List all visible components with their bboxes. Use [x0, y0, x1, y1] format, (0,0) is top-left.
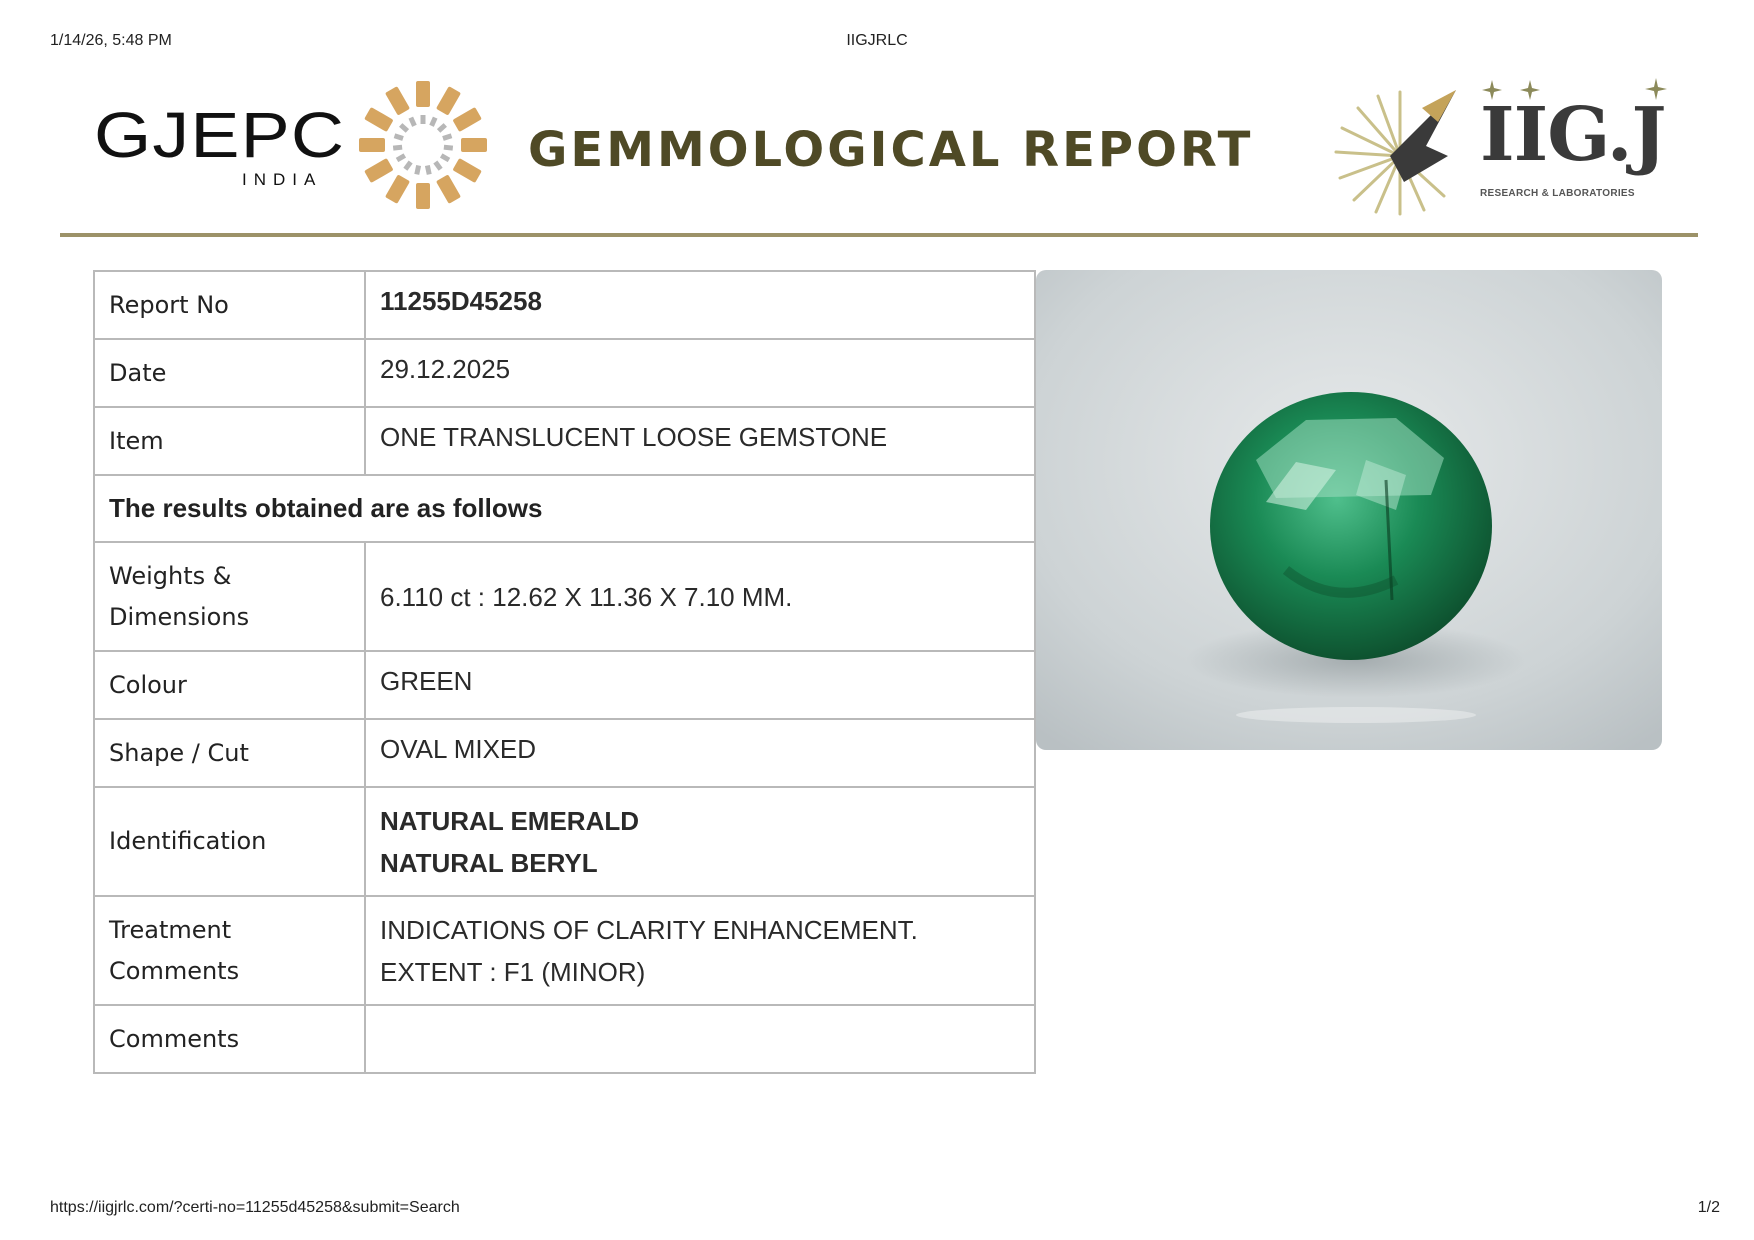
treatment-line2: EXTENT : F1 (MINOR)	[380, 956, 646, 987]
gemstone-photo	[1036, 270, 1662, 750]
weights-value: 6.110 ct : 12.62 X 11.36 X 7.10 MM.	[365, 542, 1035, 651]
print-header	[0, 32, 1754, 54]
iigj-logo-text: IIG.J	[1480, 92, 1666, 178]
colour-value: GREEN	[365, 651, 1035, 719]
report-table	[93, 270, 1036, 1074]
date-label: Date	[94, 339, 365, 407]
weights-label	[94, 542, 365, 651]
iigj-logo	[1330, 78, 1670, 218]
report-no-label: Report No	[94, 271, 365, 339]
gjepc-logo-subtext: INDIA	[242, 170, 323, 189]
table-row-comments	[94, 1005, 1035, 1073]
table-row-shape	[94, 719, 1035, 787]
item-label: Item	[94, 407, 365, 475]
table-row-report-no	[94, 271, 1035, 339]
weights-label-line2: Dimensions	[109, 602, 250, 631]
table-row-weights	[94, 542, 1035, 651]
table-row-item	[94, 407, 1035, 475]
iigj-logo-subtext: RESEARCH & LABORATORIES	[1480, 188, 1635, 199]
identification-value	[365, 787, 1035, 896]
table-row-treatment	[94, 896, 1035, 1005]
table-row-colour	[94, 651, 1035, 719]
starburst-icon	[1330, 86, 1470, 216]
gjepc-logo	[94, 78, 494, 212]
emerald-gem-image	[1036, 270, 1662, 750]
comments-label: Comments	[94, 1005, 365, 1073]
shape-value: OVAL MIXED	[365, 719, 1035, 787]
gjepc-sun-icon	[356, 78, 490, 212]
print-site-title: IIGJRLC	[846, 32, 908, 49]
page-url-link[interactable]: https://iigjrlc.com/?certi-no=11255d45258&submit=Search	[50, 1199, 460, 1216]
table-row-identification	[94, 787, 1035, 896]
table-row-results-heading	[94, 475, 1035, 542]
comments-value	[365, 1005, 1035, 1073]
date-value: 29.12.2025	[365, 339, 1035, 407]
colour-label: Colour	[94, 651, 365, 719]
treatment-line1: INDICATIONS OF CLARITY ENHANCEMENT.	[380, 914, 918, 945]
item-value: ONE TRANSLUCENT LOOSE GEMSTONE	[365, 407, 1035, 475]
treatment-label-line1: Treatment	[109, 915, 232, 944]
header-divider	[60, 233, 1698, 237]
treatment-label	[94, 896, 365, 1005]
identification-line1: NATURAL EMERALD	[380, 805, 640, 836]
treatment-value	[365, 896, 1035, 1005]
gjepc-logo-text: GJEPC	[94, 99, 346, 171]
results-heading: The results obtained are as follows	[94, 475, 1035, 542]
identification-label: Identification	[94, 787, 365, 896]
print-datetime: 1/14/26, 5:48 PM	[50, 32, 172, 49]
page-number: 1/2	[1697, 1199, 1720, 1216]
identification-line2: NATURAL BERYL	[380, 847, 598, 878]
table-row-date	[94, 339, 1035, 407]
report-no-value: 11255D45258	[365, 271, 1035, 339]
treatment-label-line2: Comments	[109, 956, 240, 985]
weights-label-line1: Weights &	[109, 561, 232, 590]
shape-label: Shape / Cut	[94, 719, 365, 787]
report-title: GEMMOLOGICAL REPORT	[528, 122, 1254, 178]
print-footer	[0, 1199, 1754, 1221]
